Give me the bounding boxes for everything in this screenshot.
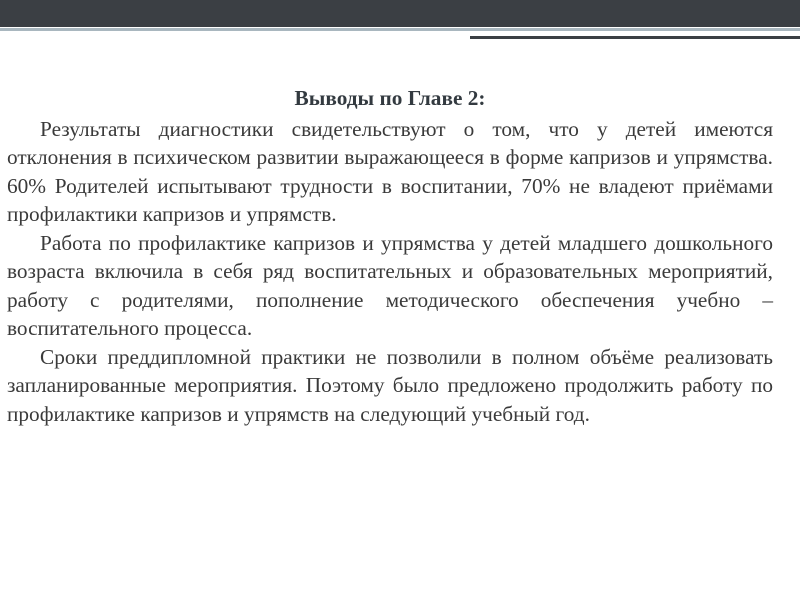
slide-header-bar — [0, 0, 800, 27]
header-accent-line — [0, 28, 800, 31]
slide-heading: Выводы по Главе 2: — [294, 86, 486, 110]
header-accent-line-right — [470, 36, 800, 39]
paragraph-practice-terms: Сроки преддипломной практики не позволили в полном объёме реализовать запланированные мероприятия. Поэтому было предложено продолжить работу по профилактике капризов и упрямств на следующий учебный год. — [7, 344, 773, 426]
paragraph-prevention-work: Работа по профилактике капризов и упрямства у детей младшего дошкольного возраста включила в себя ряд воспитательных и образовательных мероприятий, работу с родителями, пополнение методического обеспечения учебно – воспитательного процесса. — [7, 230, 773, 340]
slide-content — [7, 84, 773, 428]
paragraph-diagnostics: Результаты диагностики свидетельствуют о том, что у детей имеются отклонения в психическом развитии выражающееся в форме капризов и упрямства. 60% Родителей испытывают трудности в воспитании, 70% не владеют приёмами профилактики капризов и упрямств. — [7, 116, 773, 226]
